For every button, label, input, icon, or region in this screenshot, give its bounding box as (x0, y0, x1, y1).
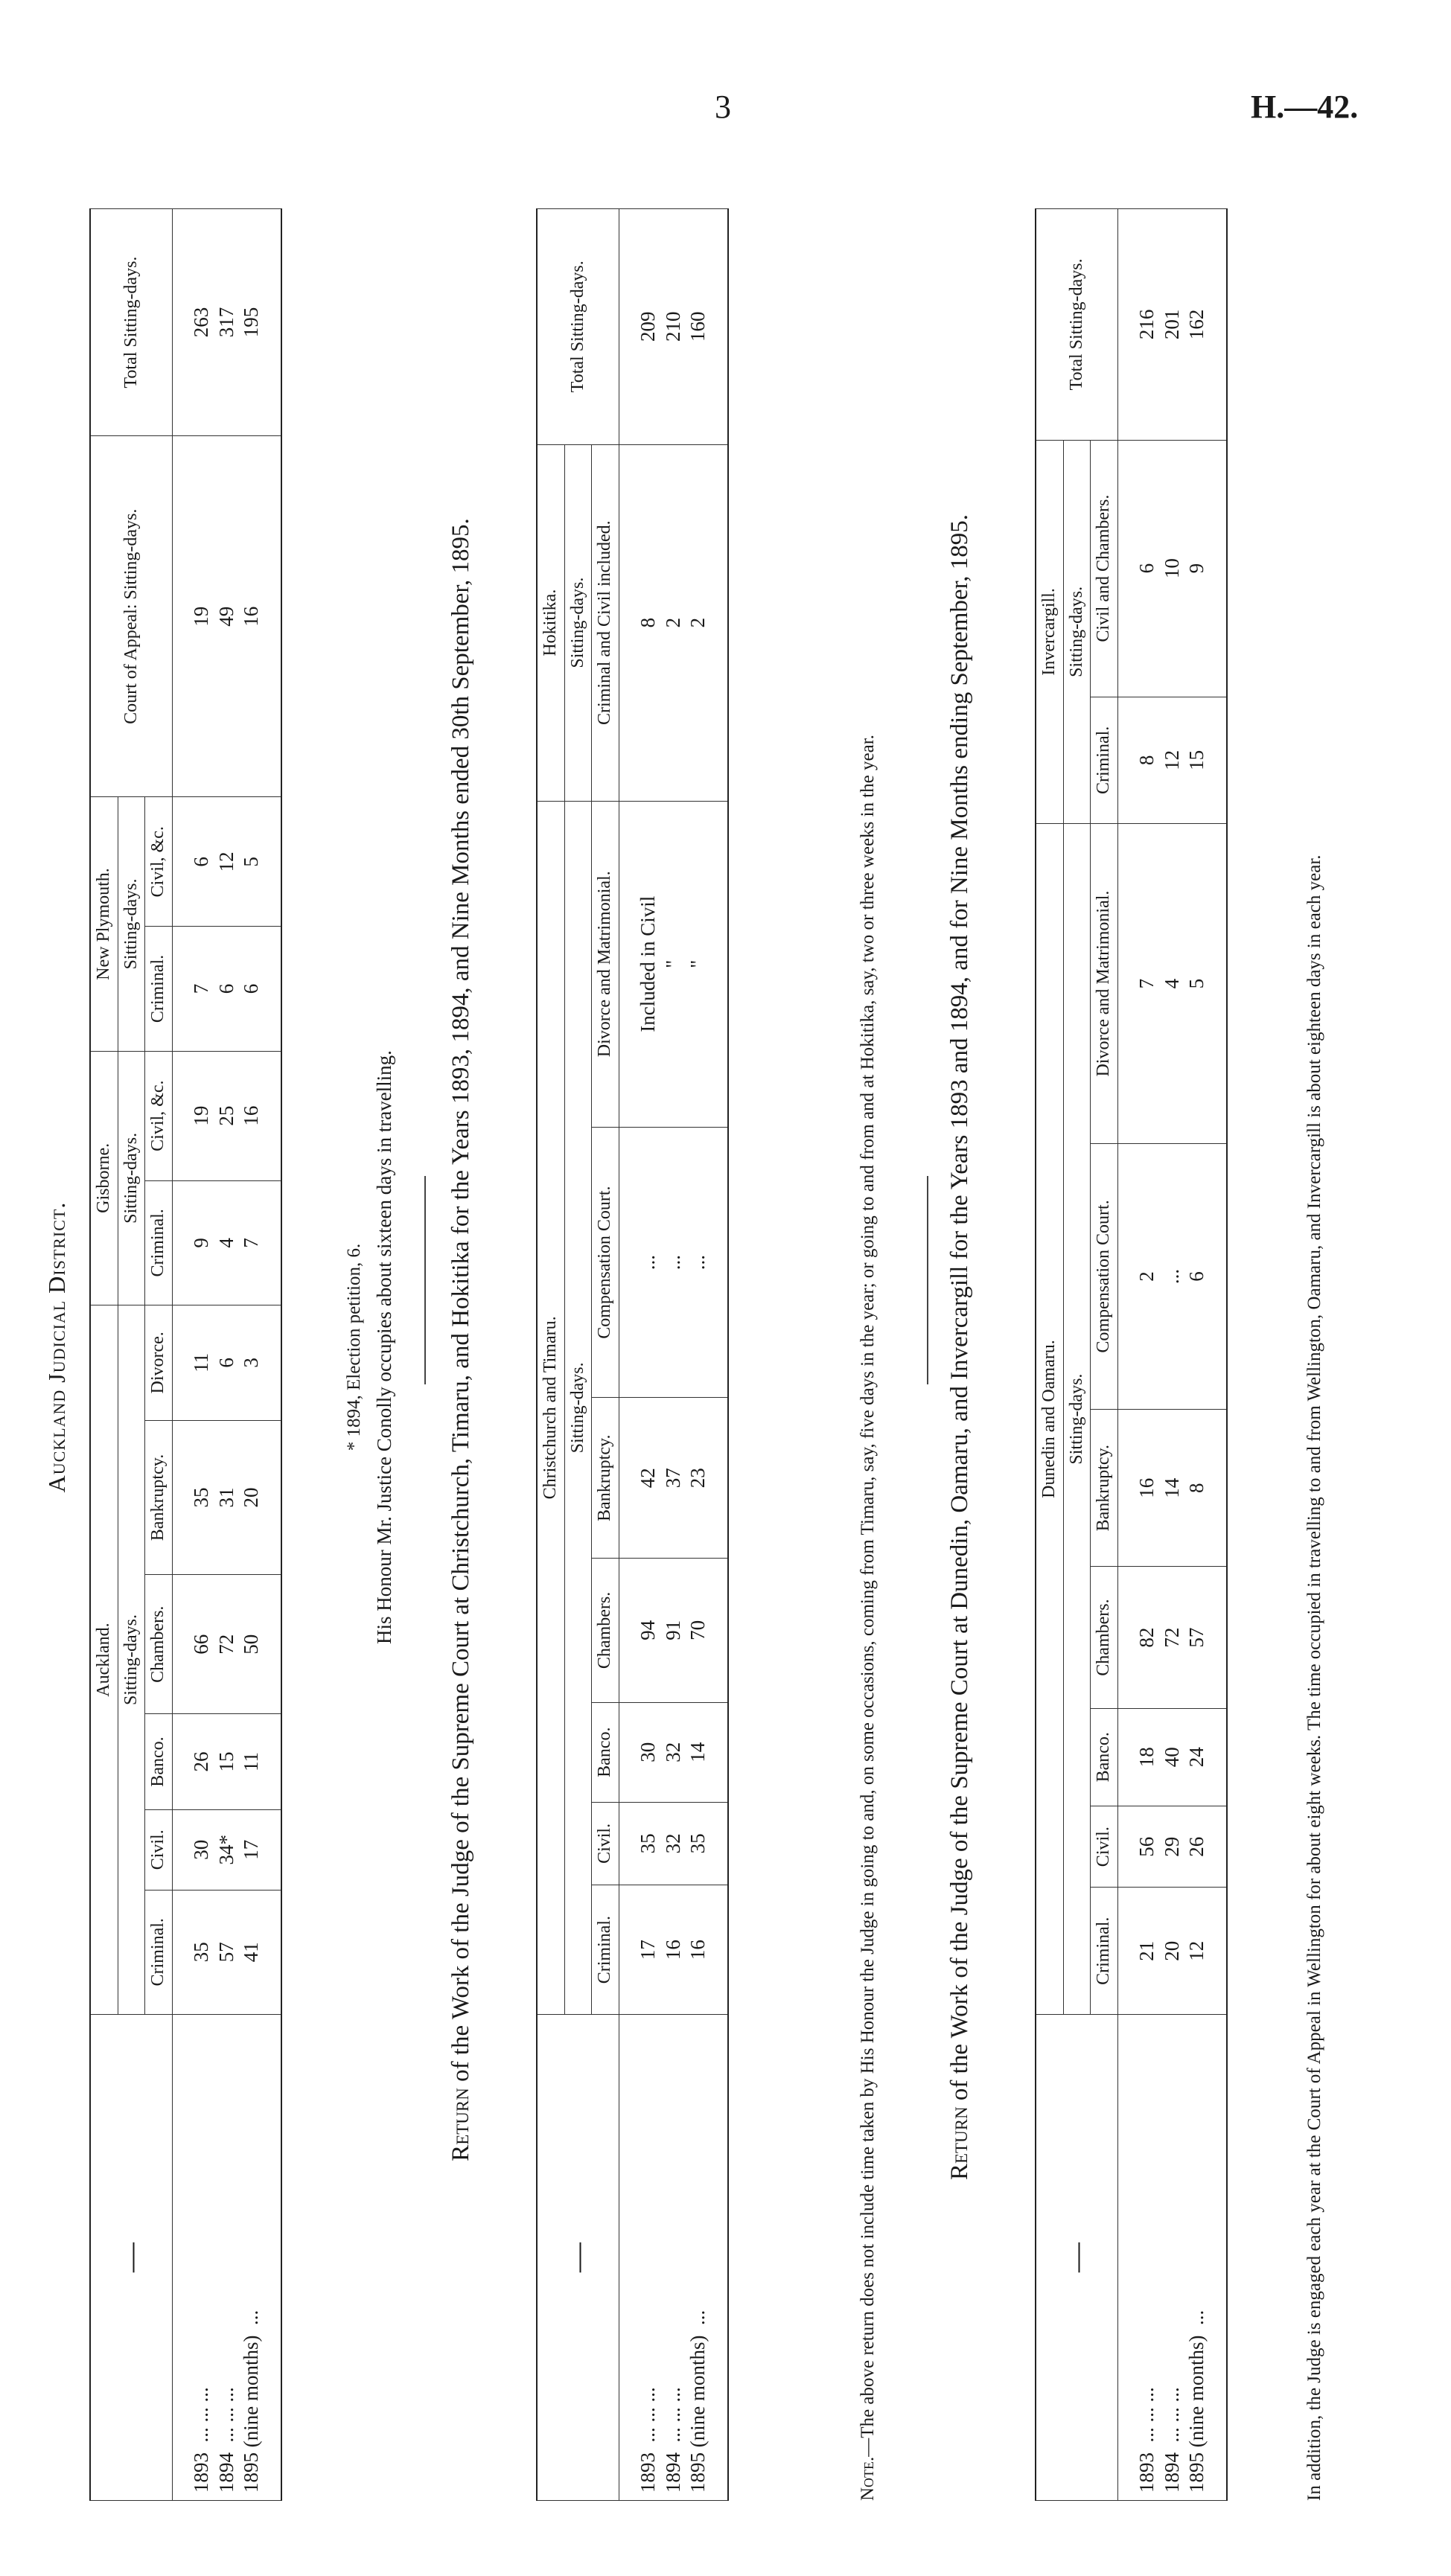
data-cell: ... (1160, 1143, 1185, 1409)
criminal-column-header: Criminal. (592, 1885, 619, 2015)
data-cell: 23 (686, 1398, 728, 1559)
data-cell: 15 (214, 1714, 240, 1810)
data-cell: 6 (1184, 1143, 1227, 1409)
sitting-days-subheader: Sitting-days. (1063, 824, 1091, 2015)
dunedin-return-title: Return of the Work of the Judge of the Supreme Court at Dunedin, Oamaru, and Invercargill for the Years 1893 and 1894, and for Nine Months ending September, 1895. (946, 514, 973, 2181)
data-cell: 17 (619, 1885, 660, 2015)
section-divider (424, 1176, 426, 1384)
civil-column-header: Civil. (145, 1809, 173, 1890)
data-cell: 6 (239, 927, 281, 1051)
data-cell: 57 (1184, 1567, 1227, 1708)
bankruptcy-column-header: Bankruptcy. (1091, 1409, 1118, 1567)
chambers-column-header: Chambers. (145, 1575, 173, 1714)
data-cell: 50 (239, 1575, 281, 1714)
data-cell: 40 (1160, 1708, 1185, 1806)
data-cell: 32 (661, 1802, 686, 1885)
table-row (661, 209, 686, 2501)
total-cell: 216 (1117, 209, 1159, 441)
data-cell: 5 (239, 797, 281, 927)
data-cell: 18 (1117, 1708, 1159, 1806)
sitting-days-subheader: Sitting-days. (118, 1051, 145, 1305)
data-cell: 72 (1160, 1567, 1185, 1708)
data-cell: 8 (619, 444, 660, 801)
auckland-travel-note: His Honour Mr. Justice Conolly occupies about sixteen days in travelling. (373, 1050, 395, 1644)
civil-column-header: Civil. (1091, 1806, 1118, 1888)
sitting-days-subheader: Sitting-days. (118, 1305, 145, 2015)
table-row (172, 209, 214, 2501)
total-cell: 317 (214, 209, 240, 436)
data-cell: " (661, 801, 686, 1127)
data-cell: 42 (619, 1398, 660, 1559)
chambers-column-header: Chambers. (1091, 1567, 1118, 1708)
data-cell: 25 (214, 1051, 240, 1180)
criminal-column-header: Criminal. (145, 927, 173, 1051)
data-cell: 21 (1117, 1888, 1159, 2015)
total-cell: 263 (172, 209, 214, 436)
data-cell: 37 (661, 1398, 686, 1559)
data-cell: 14 (1160, 1409, 1185, 1567)
data-cell: 56 (1117, 1806, 1159, 1888)
table-row (214, 209, 240, 2501)
sitting-days-subheader: Sitting-days. (118, 797, 145, 1051)
auckland-return-table (89, 208, 282, 2501)
year-cell: 1894 ... ... ... (214, 2015, 240, 2501)
invercargill-group-header: Invercargill. (1036, 440, 1063, 823)
total-cell: 162 (1184, 209, 1227, 441)
data-cell: 7 (1117, 824, 1159, 1144)
dunedin-oamaru-group-header: Dunedin and Oamaru. (1036, 824, 1063, 2015)
criminal-column-header: Criminal. (145, 1180, 173, 1305)
table-row (1117, 209, 1159, 2501)
hokitika-criminal-civil-column-header: Criminal and Civil included. (592, 444, 619, 801)
invercargill-criminal-column-header: Criminal. (1091, 697, 1118, 824)
section-divider (927, 1176, 928, 1384)
dunedin-note: In addition, the Judge is engaged each year at the Court of Appeal in Wellington for about eight weeks. The time occupied in travelling to and from Wellington, Oamaru, and Invercargill is about eighteen days in each year. (1304, 854, 1324, 2501)
sitting-days-subheader: Sitting-days. (564, 444, 592, 801)
table-row (1160, 209, 1185, 2501)
data-cell: 35 (172, 1420, 214, 1575)
total-sitting-days-header: Total Sitting-days. (1036, 209, 1117, 441)
compensation-court-column-header: Compensation Court. (1091, 1143, 1118, 1409)
christchurch-timaru-group-header: Christchurch and Timaru. (537, 801, 564, 2014)
data-cell: 8 (1117, 697, 1159, 824)
gisborne-group-header: Gisborne. (90, 1051, 118, 1305)
data-cell: 94 (619, 1559, 660, 1703)
christchurch-return-title: Return of the Work of the Judge of the Supreme Court at Christchurch, Timaru, and Hokitika for the Years 1893, 1894, and Nine Months ended 30th September, 1895. (447, 518, 474, 2161)
data-cell: Included in Civil (619, 801, 660, 1127)
sitting-days-subheader: Sitting-days. (1063, 440, 1091, 823)
data-cell: 16 (1117, 1409, 1159, 1567)
data-cell: 49 (214, 436, 240, 797)
year-cell: 1894 ... ... ... (1160, 2015, 1185, 2501)
data-cell: ... (686, 1127, 728, 1398)
data-cell: 16 (686, 1885, 728, 2015)
data-cell: 19 (172, 1051, 214, 1180)
data-cell: 82 (1117, 1567, 1159, 1708)
rotated-page-content (22, 164, 1362, 2531)
data-cell: 57 (214, 1890, 240, 2014)
total-cell: 209 (619, 209, 660, 445)
year-cell: 1895 (nine months) ... (1184, 2015, 1227, 2501)
data-cell: 2 (661, 444, 686, 801)
data-cell: 12 (1184, 1888, 1227, 2015)
data-cell: 20 (239, 1420, 281, 1575)
data-cell: 26 (1184, 1806, 1227, 1888)
data-cell: 2 (686, 444, 728, 801)
civil-etc-column-header: Civil, &c. (145, 1051, 173, 1180)
data-cell: 4 (214, 1180, 240, 1305)
data-cell: 15 (1184, 697, 1227, 824)
data-cell: 11 (239, 1714, 281, 1810)
data-cell: 7 (239, 1180, 281, 1305)
data-cell: 20 (1160, 1888, 1185, 2015)
document-code: H.—42. (1251, 89, 1359, 125)
divorce-column-header: Divorce. (145, 1305, 173, 1421)
data-cell: 26 (172, 1714, 214, 1810)
data-cell: 5 (1184, 824, 1227, 1144)
compensation-court-column-header: Compensation Court. (592, 1127, 619, 1398)
hokitika-group-header: Hokitika. (537, 444, 564, 801)
civil-etc-column-header: Civil, &c. (145, 797, 173, 927)
year-cell: 1895 (nine months) ... (686, 2015, 728, 2501)
total-cell: 210 (661, 209, 686, 445)
year-cell: 1894 ... ... ... (661, 2015, 686, 2501)
dunedin-return-table (1035, 208, 1228, 2501)
data-cell: 2 (1117, 1143, 1159, 1409)
data-cell: " (686, 801, 728, 1127)
data-cell: 16 (239, 1051, 281, 1180)
data-cell: 66 (172, 1575, 214, 1714)
auckland-footnote: * 1894, Election petition, 6. (344, 1243, 364, 1451)
total-sitting-days-header: Total Sitting-days. (537, 209, 619, 445)
data-cell: ... (619, 1127, 660, 1398)
data-cell: 14 (686, 1702, 728, 1802)
data-cell: 91 (661, 1559, 686, 1703)
banco-column-header: Banco. (592, 1702, 619, 1802)
total-cell: 160 (686, 209, 728, 445)
data-cell: 35 (686, 1802, 728, 1885)
data-cell: 4 (1160, 824, 1185, 1144)
page-number: 3 (715, 89, 731, 125)
total-cell: 201 (1160, 209, 1185, 441)
year-cell: 1893 ... ... ... (1117, 2015, 1159, 2501)
table-row (239, 209, 281, 2501)
data-cell: 70 (686, 1559, 728, 1703)
data-cell: 72 (214, 1575, 240, 1714)
data-cell: 8 (1184, 1409, 1227, 1567)
data-cell: 35 (172, 1890, 214, 2014)
year-column-header: — (90, 2015, 172, 2501)
year-cell: 1895 (nine months) ... (239, 2015, 281, 2501)
total-cell: 195 (239, 209, 281, 436)
data-cell: 12 (1160, 697, 1185, 824)
data-cell: 11 (172, 1305, 214, 1421)
data-cell: 24 (1184, 1708, 1227, 1806)
data-cell: 19 (172, 436, 214, 797)
civil-column-header: Civil. (592, 1802, 619, 1885)
criminal-column-header: Criminal. (1091, 1888, 1118, 2015)
data-cell: 30 (619, 1702, 660, 1802)
data-cell: 9 (1184, 440, 1227, 697)
divorce-matrimonial-column-header: Divorce and Matrimonial. (592, 801, 619, 1127)
christchurch-note: Note.—The above return does not include time taken by His Honour the Judge in going to and, on some occasions, coming from Timaru, say, five days in the year; or going to and from and at Hokitika, say, two or three weeks in the year. (858, 735, 878, 2501)
data-cell: 17 (239, 1809, 281, 1890)
data-cell: 30 (172, 1809, 214, 1890)
auckland-district-title: Auckland Judicial District. (43, 1201, 70, 1493)
data-cell: 6 (1117, 440, 1159, 697)
christchurch-return-table (536, 208, 729, 2501)
banco-column-header: Banco. (1091, 1708, 1118, 1806)
data-cell: 31 (214, 1420, 240, 1575)
data-cell: 9 (172, 1180, 214, 1305)
chambers-column-header: Chambers. (592, 1559, 619, 1703)
table-row (686, 209, 728, 2501)
data-cell: 32 (661, 1702, 686, 1802)
new-plymouth-group-header: New Plymouth. (90, 797, 118, 1051)
banco-column-header: Banco. (145, 1714, 173, 1810)
data-cell: 6 (214, 927, 240, 1051)
court-of-appeal-header: Court of Appeal: Sitting-days. (90, 436, 172, 797)
year-cell: 1893 ... ... ... (619, 2015, 660, 2501)
divorce-matrimonial-column-header: Divorce and Matrimonial. (1091, 824, 1118, 1144)
data-cell: 6 (172, 797, 214, 927)
table-row (619, 209, 660, 2501)
data-cell: 34* (214, 1809, 240, 1890)
data-cell: 12 (214, 797, 240, 927)
data-cell: 29 (1160, 1806, 1185, 1888)
bankruptcy-column-header: Bankruptcy. (592, 1398, 619, 1559)
invercargill-civil-chambers-column-header: Civil and Chambers. (1091, 440, 1118, 697)
auckland-group-header: Auckland. (90, 1305, 118, 2015)
data-cell: 6 (214, 1305, 240, 1421)
year-cell: 1893 ... ... ... (172, 2015, 214, 2501)
criminal-column-header: Criminal. (145, 1890, 173, 2014)
data-cell: 10 (1160, 440, 1185, 697)
sitting-days-subheader: Sitting-days. (564, 801, 592, 2014)
data-cell: 35 (619, 1802, 660, 1885)
year-column-header: — (1036, 2015, 1117, 2501)
bankruptcy-column-header: Bankruptcy. (145, 1420, 173, 1575)
year-column-header: — (537, 2015, 619, 2501)
data-cell: 41 (239, 1890, 281, 2014)
data-cell: 16 (239, 436, 281, 797)
data-cell: ... (661, 1127, 686, 1398)
data-cell: 16 (661, 1885, 686, 2015)
total-sitting-days-header: Total Sitting-days. (90, 209, 172, 436)
data-cell: 3 (239, 1305, 281, 1421)
data-cell: 7 (172, 927, 214, 1051)
table-row (1184, 209, 1227, 2501)
